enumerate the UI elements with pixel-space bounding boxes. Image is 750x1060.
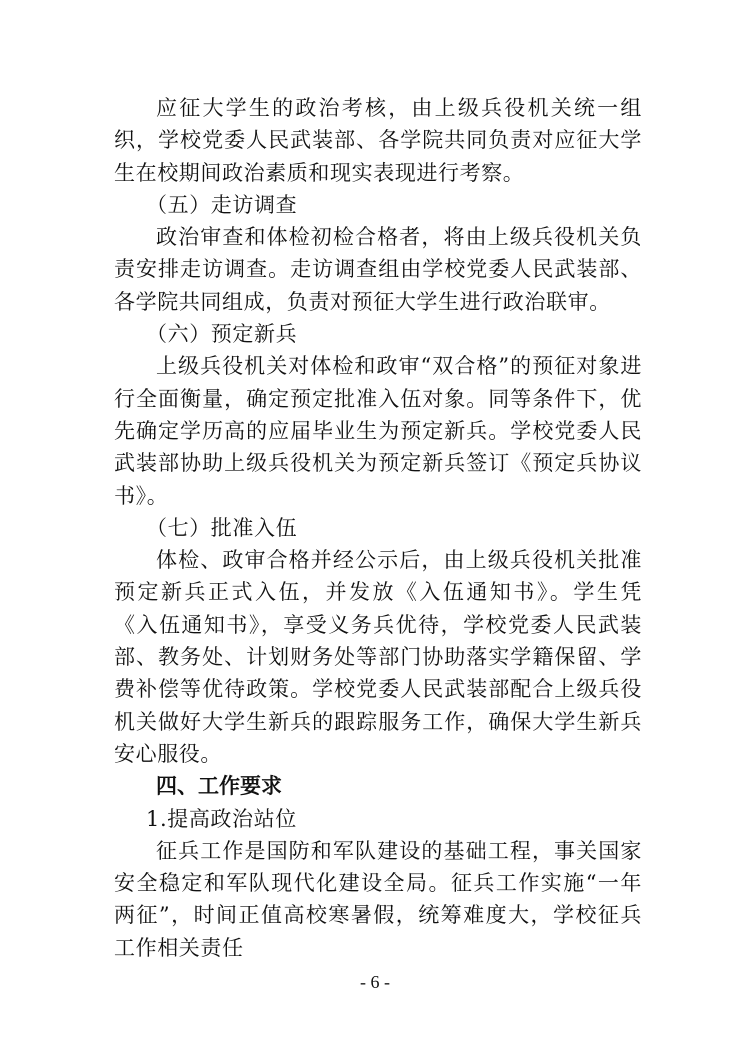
- page-number: - 6 -: [360, 972, 390, 992]
- heading-approve-enlistment: （七）批准入伍: [146, 515, 298, 540]
- heading-visit-investigation: （五）走访调查: [146, 192, 298, 217]
- document-body: [114, 92, 642, 964]
- paragraph-visit-investigation: 政治审查和体检初检合格者，将由上级兵役机关负责安排走访调查。走访调查组由学校党委人民武装部、各学院共同组成，负责对预征大学生进行政治联审。: [114, 225, 642, 314]
- section-heading-work-requirements: 四、工作要求: [156, 774, 282, 799]
- paragraph-political-stance: 征兵工作是国防和军队建设的基础工程，事关国家安全稳定和军队现代化建设全局。征兵工作实施“一年两征”，时间正值高校寒暑假，统筹难度大，学校征兵工作相关责任: [114, 838, 642, 960]
- heading-preselect-recruits: （六）预定新兵: [146, 322, 298, 347]
- paragraph-preselect-recruits: 上级兵役机关对体检和政审“双合格”的预征对象进行全面衡量，确定预定批准入伍对象。同等条件下，优先确定学历高的应届毕业生为预定新兵。学校党委人民武装部协助上级兵役机关为预定新兵签订《预定兵协议书》。: [114, 354, 642, 508]
- paragraph-political-assessment: 应征大学生的政治考核，由上级兵役机关统一组织，学校党委人民武装部、各学院共同负责对应征大学生在校期间政治素质和现实表现进行考察。: [114, 96, 642, 185]
- paragraph-approve-enlistment: 体检、政审合格并经公示后，由上级兵役机关批准预定新兵正式入伍，并发放《入伍通知书》。学生凭《入伍通知书》，享受义务兵优待，学校党委人民武装部、教务处、计划财务处等部门协助落实学籍保留、学费补偿等优待政策。学校党委人民武装部配合上级兵役机关做好大学生新兵的跟踪服务工作，确保大学生新兵安心服役。: [114, 548, 642, 766]
- item-heading-political-stance: 1.提高政治站位: [146, 806, 297, 831]
